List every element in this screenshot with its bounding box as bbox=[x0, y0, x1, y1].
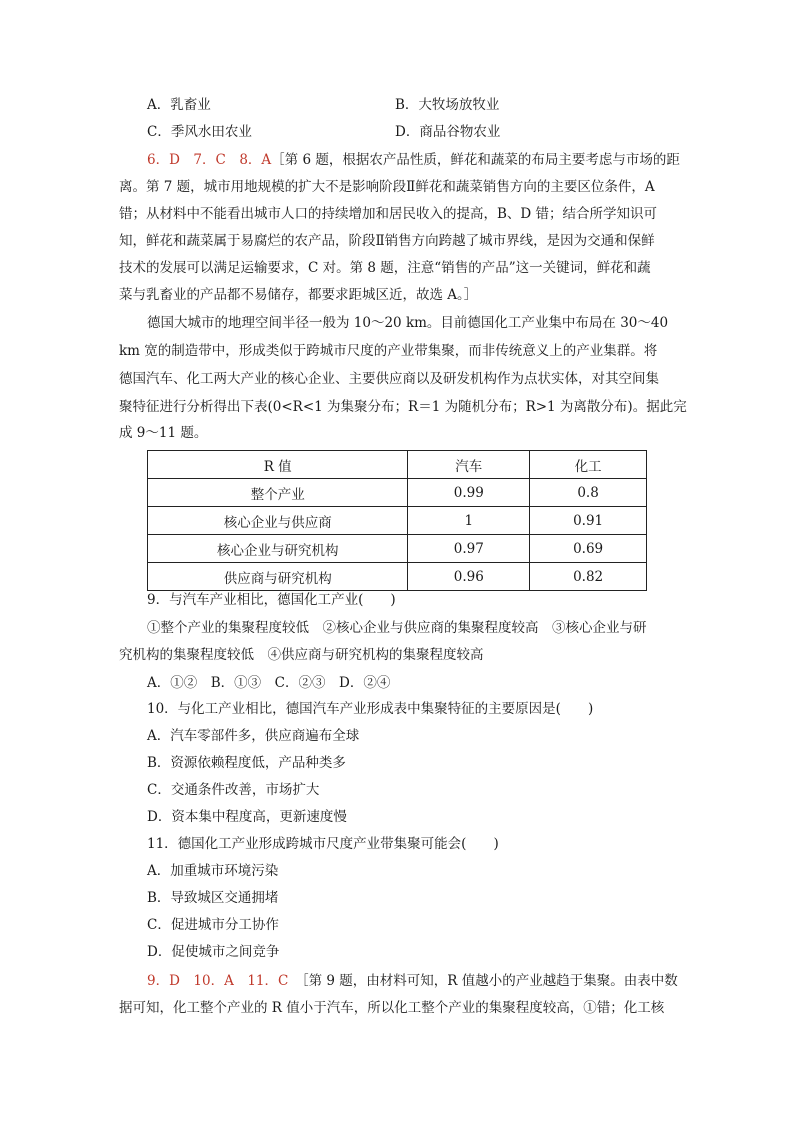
q11-option-c: C．促进城市分工协作 bbox=[147, 917, 279, 933]
q10-option-a: A．汽车零部件多，供应商遍布全球 bbox=[147, 728, 360, 744]
q10-option-c: C．交通条件改善，市场扩大 bbox=[147, 782, 320, 798]
q5-option-c: C．季风水田农业 bbox=[147, 124, 252, 140]
table-cell: 供应商与研究机构 bbox=[148, 563, 408, 591]
answer-9-11-line-1 bbox=[147, 972, 678, 990]
table-cell: 1 bbox=[408, 507, 530, 535]
q10-option-d: D．资本集中程度高，更新速度慢 bbox=[147, 809, 347, 825]
q5-options-row-2 bbox=[147, 123, 567, 141]
table-header-chem: 化工 bbox=[530, 451, 647, 479]
table-header-row bbox=[148, 451, 647, 479]
passage-line-2: km 宽的制造带中，形成类似于跨城市尺度的产业带集聚，而非传统意义上的产业集群。将 bbox=[119, 343, 658, 359]
q9-items-line-2: 究机构的集聚程度较低 ④供应商与研究机构的集聚程度较高 bbox=[119, 647, 484, 663]
passage-line-3: 德国汽车、化工两大产业的核心企业、主要供应商以及研发机构作为点状实体，对其空间集 bbox=[119, 371, 659, 387]
table-cell: 核心企业与研究机构 bbox=[148, 535, 408, 563]
q11-option-a: A．加重城市环境污染 bbox=[147, 863, 279, 879]
passage-line-1: 德国大城市的地理空间半径一般为 10～20 km。目前德国化工产业集中布局在 30～40 bbox=[147, 315, 669, 331]
table-header-auto: 汽车 bbox=[408, 451, 530, 479]
answer-6-8-label: 6．D 7．C 8．A bbox=[147, 152, 272, 168]
q11-option-b: B．导致城区交通拥堵 bbox=[147, 890, 279, 906]
answer-6-8-line-4: 知，鲜花和蔬菜属于易腐烂的农产品，阶段Ⅱ销售方向跨越了城市界线，是因为交通和保鲜 bbox=[119, 233, 655, 249]
answer-6-8-line-6: 菜与乳畜业的产品都不易储存，都要求距城区近，故选 A。］ bbox=[119, 287, 478, 303]
q5-options-row-1 bbox=[147, 96, 567, 114]
q5-option-b: B．大牧场放牧业 bbox=[395, 97, 500, 113]
answer-9-11-text-1: ［第 9 题，由材料可知，R 值越小的产业越趋于集聚。由表中数 bbox=[301, 973, 678, 989]
table-cell: 整个产业 bbox=[148, 479, 408, 507]
table-cell: 核心企业与供应商 bbox=[148, 507, 408, 535]
table-cell: 0.69 bbox=[530, 535, 647, 563]
table-row bbox=[148, 507, 647, 535]
q5-option-d: D．商品谷物农业 bbox=[395, 124, 501, 140]
answer-9-11-line-2: 据可知，化工整个产业的 R 值小于汽车，所以化工整个产业的集聚程度较高，①错；化工核 bbox=[119, 1000, 665, 1016]
q9-options: A．①② B．①③ C．②③ D．②④ bbox=[147, 675, 391, 691]
answer-6-8-line-2: 离。第 7 题，城市用地规模的扩大不是影响阶段Ⅱ鲜花和蔬菜销售方向的主要区位条件，A bbox=[119, 179, 655, 195]
table-row bbox=[148, 563, 647, 591]
q9-stem: 9．与汽车产业相比，德国化工产业( ) bbox=[147, 592, 396, 608]
table-row bbox=[148, 479, 647, 507]
table-cell: 0.82 bbox=[530, 563, 647, 591]
answer-6-8-line-5: 技术的发展可以满足运输要求，C 对。第 8 题，注意“销售的产品”这一关键词，鲜花和蔬 bbox=[119, 260, 651, 276]
q11-stem: 11．德国化工产业形成跨城市尺度产业带集聚可能会( ) bbox=[147, 836, 499, 852]
answer-6-8-text-1: ［第 6 题，根据农产品性质，鲜花和蔬菜的布局主要考虑与市场的距 bbox=[271, 152, 680, 168]
passage-line-5: 成 9～11 题。 bbox=[119, 425, 208, 441]
q5-option-a: A．乳畜业 bbox=[147, 97, 211, 113]
table-cell: 0.8 bbox=[530, 479, 647, 507]
q10-stem: 10．与化工产业相比，德国汽车产业形成表中集聚特征的主要原因是( ) bbox=[147, 701, 594, 717]
q9-items-line-1: ①整个产业的集聚程度较低 ②核心企业与供应商的集聚程度较高 ③核心企业与研 bbox=[147, 620, 647, 636]
answer-6-8-line-3: 错；从材料中不能看出城市人口的持续增加和居民收入的提高，B、D 错；结合所学知识可 bbox=[119, 206, 658, 222]
answer-6-8-line-1 bbox=[147, 151, 680, 169]
q10-option-b: B．资源依赖程度低，产品种类多 bbox=[147, 755, 346, 771]
table-row bbox=[148, 535, 647, 563]
table-cell: 0.97 bbox=[408, 535, 530, 563]
table-cell: 0.99 bbox=[408, 479, 530, 507]
answer-9-11-label: 9．D 10．A 11．C bbox=[147, 973, 289, 989]
table-header-r: R 值 bbox=[148, 451, 408, 479]
q11-option-d: D．促使城市之间竞争 bbox=[147, 944, 280, 960]
table-cell: 0.96 bbox=[408, 563, 530, 591]
passage-line-4: 聚特征进行分析得出下表(0<R<1 为集聚分布；R＝1 为随机分布；R>1 为离散分布)。据此完 bbox=[119, 399, 687, 415]
table-cell: 0.91 bbox=[530, 507, 647, 535]
r-value-table bbox=[147, 450, 647, 591]
